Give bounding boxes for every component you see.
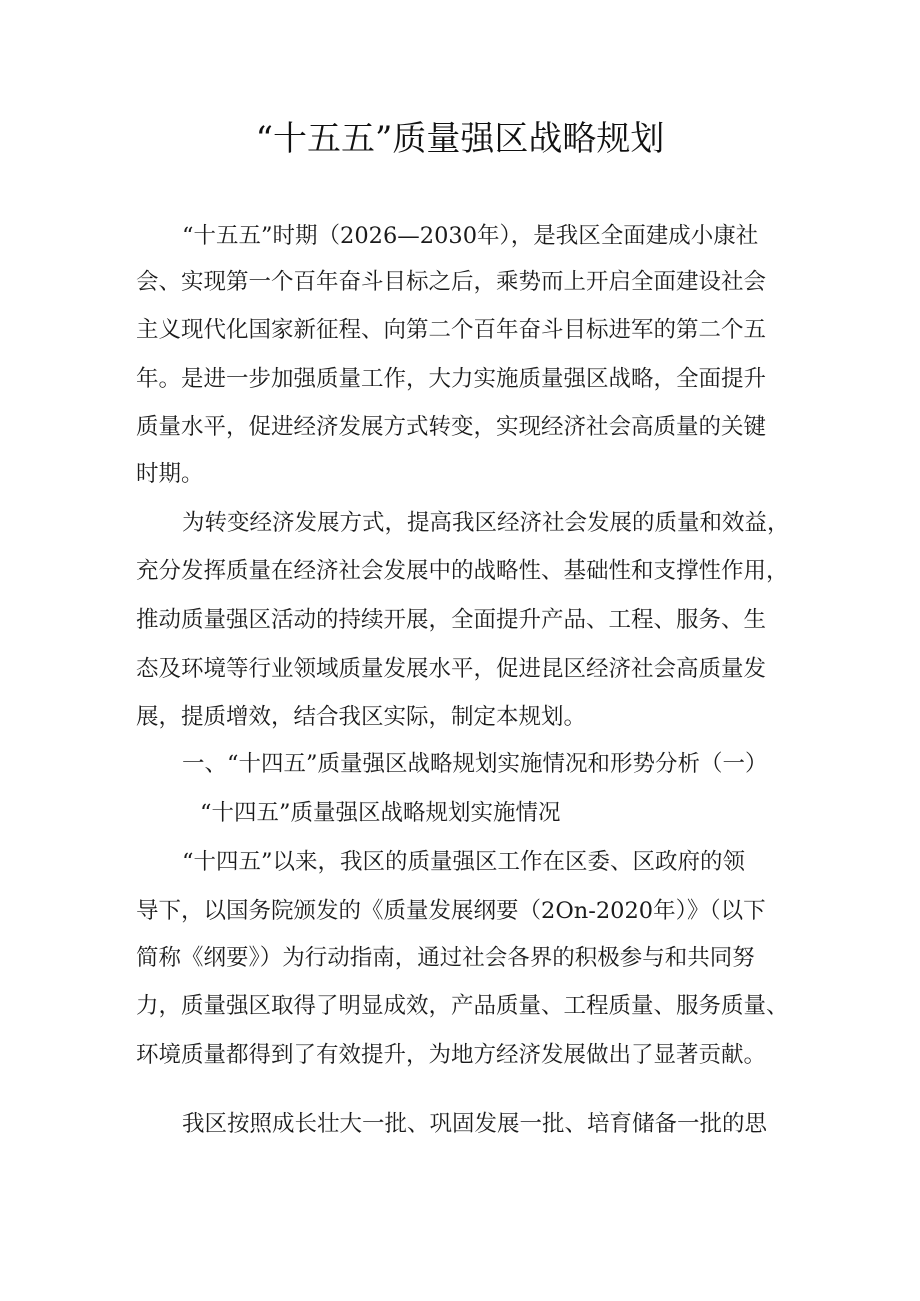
paragraph-line: 充分发挥质量在经济社会发展中的战略性、基础性和支撑性作用， [136, 558, 789, 584]
document-title: “十五五”质量强区战略规划 [255, 119, 665, 159]
paragraph-line: “十四五”以来，我区的质量强区工作在区委、区政府的领 [182, 849, 746, 875]
paragraph-line: 质量水平，促进经济发展方式转变，实现经济社会高质量的关键 [136, 414, 767, 440]
paragraph-line: 态及环境等行业领域质量发展水平，促进昆区经济社会高质量发 [136, 656, 767, 682]
paragraph-line: 年。是进一步加强质量工作，大力实施质量强区战略，全面提升 [136, 366, 767, 392]
paragraph-line: 时期。 [136, 461, 204, 487]
paragraph-line: 推动质量强区活动的持续开展，全面提升产品、工程、服务、生 [136, 607, 767, 633]
paragraph-line: 我区按照成长壮大一批、巩固发展一批、培育储备一批的思 [182, 1111, 768, 1137]
paragraph-line: 为转变经济发展方式，提高我区经济社会发展的质量和效益， [182, 510, 790, 536]
paragraph-line: 力，质量强区取得了明显成效，产品质量、工程质量、服务质量、 [136, 993, 789, 1019]
subsection-heading: “十四五”质量强区战略规划实施情况 [200, 800, 561, 826]
paragraph-line: 主义现代化国家新征程、向第二个百年奋斗目标进军的第二个五 [136, 317, 767, 343]
paragraph-line: 环境质量都得到了有效提升，为地方经济发展做出了显著贡献。 [136, 1042, 767, 1068]
paragraph-line: 导下，以国务院颁发的《质量发展纲要（2On-2020年）》（以下 [136, 898, 766, 924]
paragraph-line: “十五五”时期（2026—2030年），是我区全面建成小康社 [182, 223, 759, 249]
section-heading: 一、“十四五”质量强区战略规划实施情况和形势分析（一） [182, 751, 768, 777]
paragraph-line: 会、实现第一个百年奋斗目标之后，乘势而上开启全面建设社会 [136, 269, 767, 295]
paragraph-line: 简称《纲要》）为行动指南，通过社会各界的积极参与和共同努 [136, 945, 755, 971]
paragraph-line: 展，提质增效，结合我区实际，制定本规划。 [136, 704, 587, 730]
